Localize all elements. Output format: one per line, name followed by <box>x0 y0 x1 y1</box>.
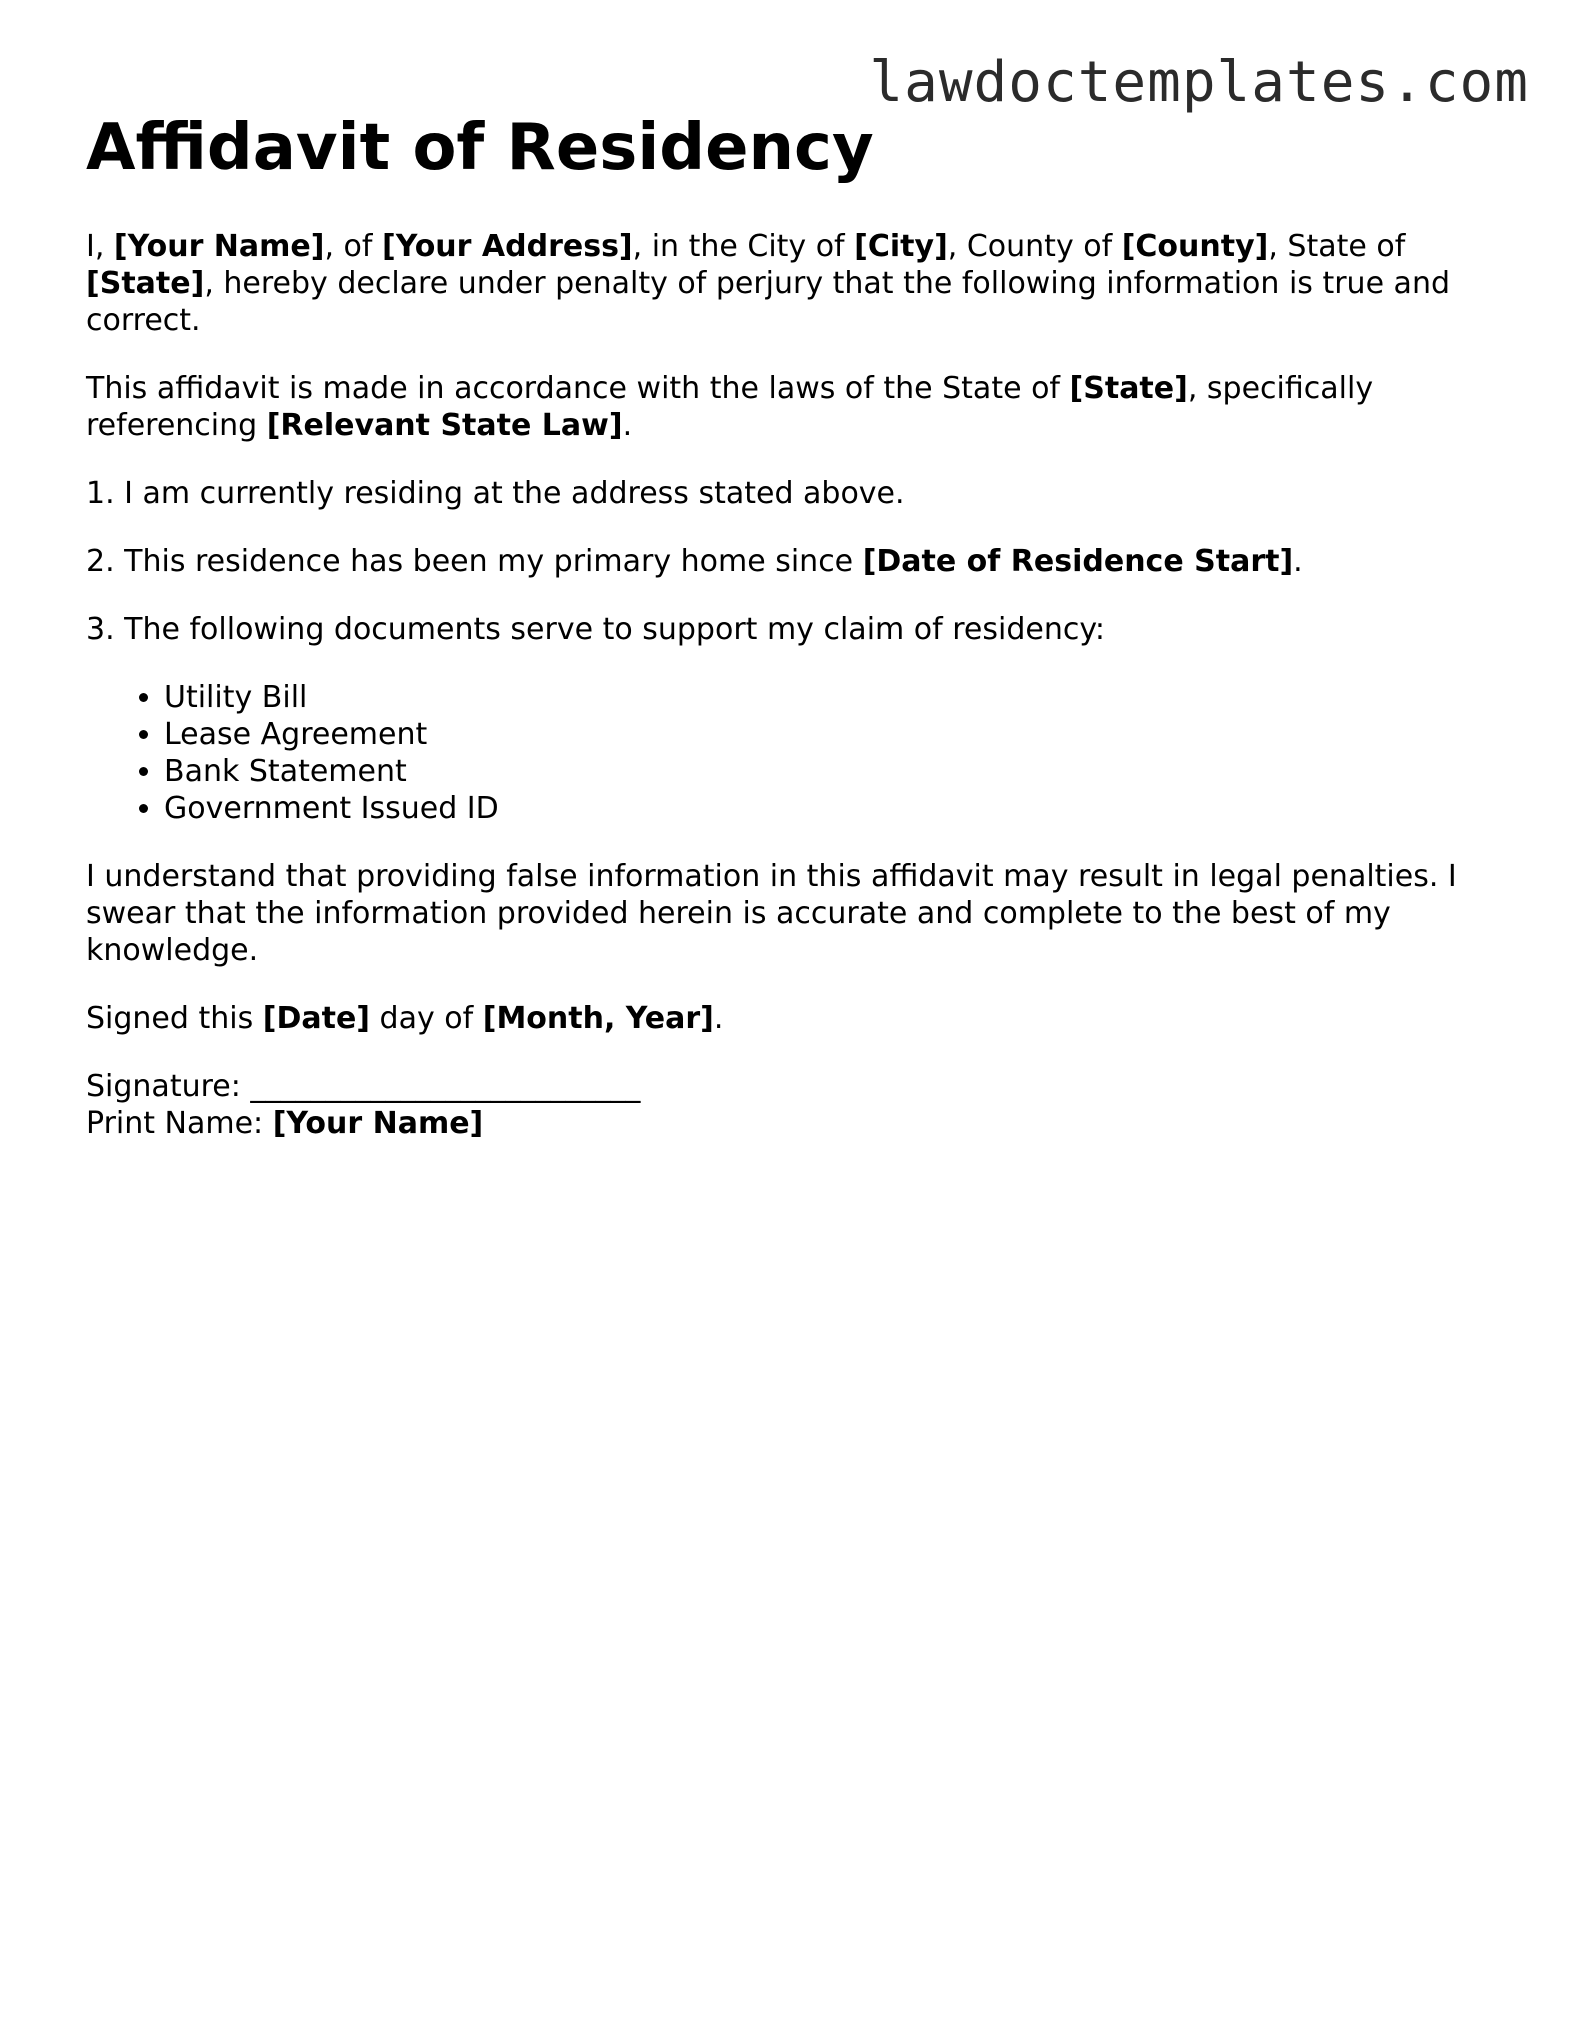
law-text-3: . <box>622 408 633 443</box>
item-three: 3. The following documents serve to support my claim of residency: <box>86 612 1106 647</box>
print-name-label: Print Name: <box>86 1106 273 1141</box>
placeholder-state: [State] <box>86 266 205 301</box>
law-text-1: This affidavit is made in accordance with the laws of the State of <box>86 371 1070 406</box>
list-item: • Utility Bill <box>164 679 1496 716</box>
intro-text-2: , of <box>324 229 383 264</box>
signed-text-2: day of <box>370 1001 483 1036</box>
law-text-2: , specifically referencing <box>86 371 1374 443</box>
placeholder-state: [State] <box>1069 371 1188 406</box>
placeholder-print-name: [Your Name] <box>272 1106 484 1141</box>
placeholder-city: [City] <box>854 229 948 264</box>
signed-line <box>86 1000 1496 1037</box>
placeholder-your-address: [Your Address] <box>382 229 633 264</box>
signed-text-3: . <box>713 1001 724 1036</box>
placeholder-county: [County] <box>1121 229 1269 264</box>
list-item: • Bank Statement <box>164 753 1496 790</box>
item-two-period: . <box>1293 544 1303 579</box>
signature-line[interactable]: __________________________ <box>250 1069 641 1104</box>
watermark: lawdoctemplates.com <box>869 50 1529 115</box>
list-item: • Government Issued ID <box>164 790 1496 827</box>
item-two <box>86 543 1496 580</box>
item-one: 1. I am currently residing at the address stated above. <box>86 476 905 511</box>
placeholder-month-year: [Month, Year] <box>482 1001 714 1036</box>
law-paragraph <box>86 370 1496 444</box>
intro-text-1: I, <box>86 229 114 264</box>
placeholder-date-of-residence-start: [Date of Residence Start] <box>862 544 1294 579</box>
signed-text-1: Signed this <box>86 1001 263 1036</box>
supporting-documents-list <box>86 679 1496 827</box>
signature-block <box>86 1068 1496 1142</box>
intro-text-6: , hereby declare under penalty of perjury that the following information is true and correct. <box>86 266 1451 338</box>
intro-text-5: , State of <box>1268 229 1406 264</box>
item-two-text: 2. This residence has been my primary home since <box>86 544 863 579</box>
intro-text-3: , in the City of <box>632 229 855 264</box>
intro-paragraph <box>86 228 1496 339</box>
document-title: Affidavit of Residency <box>86 111 874 185</box>
signature-label: Signature: <box>86 1069 251 1104</box>
placeholder-your-name: [Your Name] <box>113 229 325 264</box>
declaration-paragraph: I understand that providing false information in this affidavit may result in legal penalties. I swear that the information provided herein is accurate and complete to the best of my knowledge. <box>86 859 1457 968</box>
placeholder-relevant-state-law: [Relevant State Law] <box>266 408 623 443</box>
placeholder-date: [Date] <box>262 1001 371 1036</box>
intro-text-4: , County of <box>947 229 1122 264</box>
list-item: • Lease Agreement <box>164 716 1496 753</box>
document-body <box>86 104 1496 1142</box>
